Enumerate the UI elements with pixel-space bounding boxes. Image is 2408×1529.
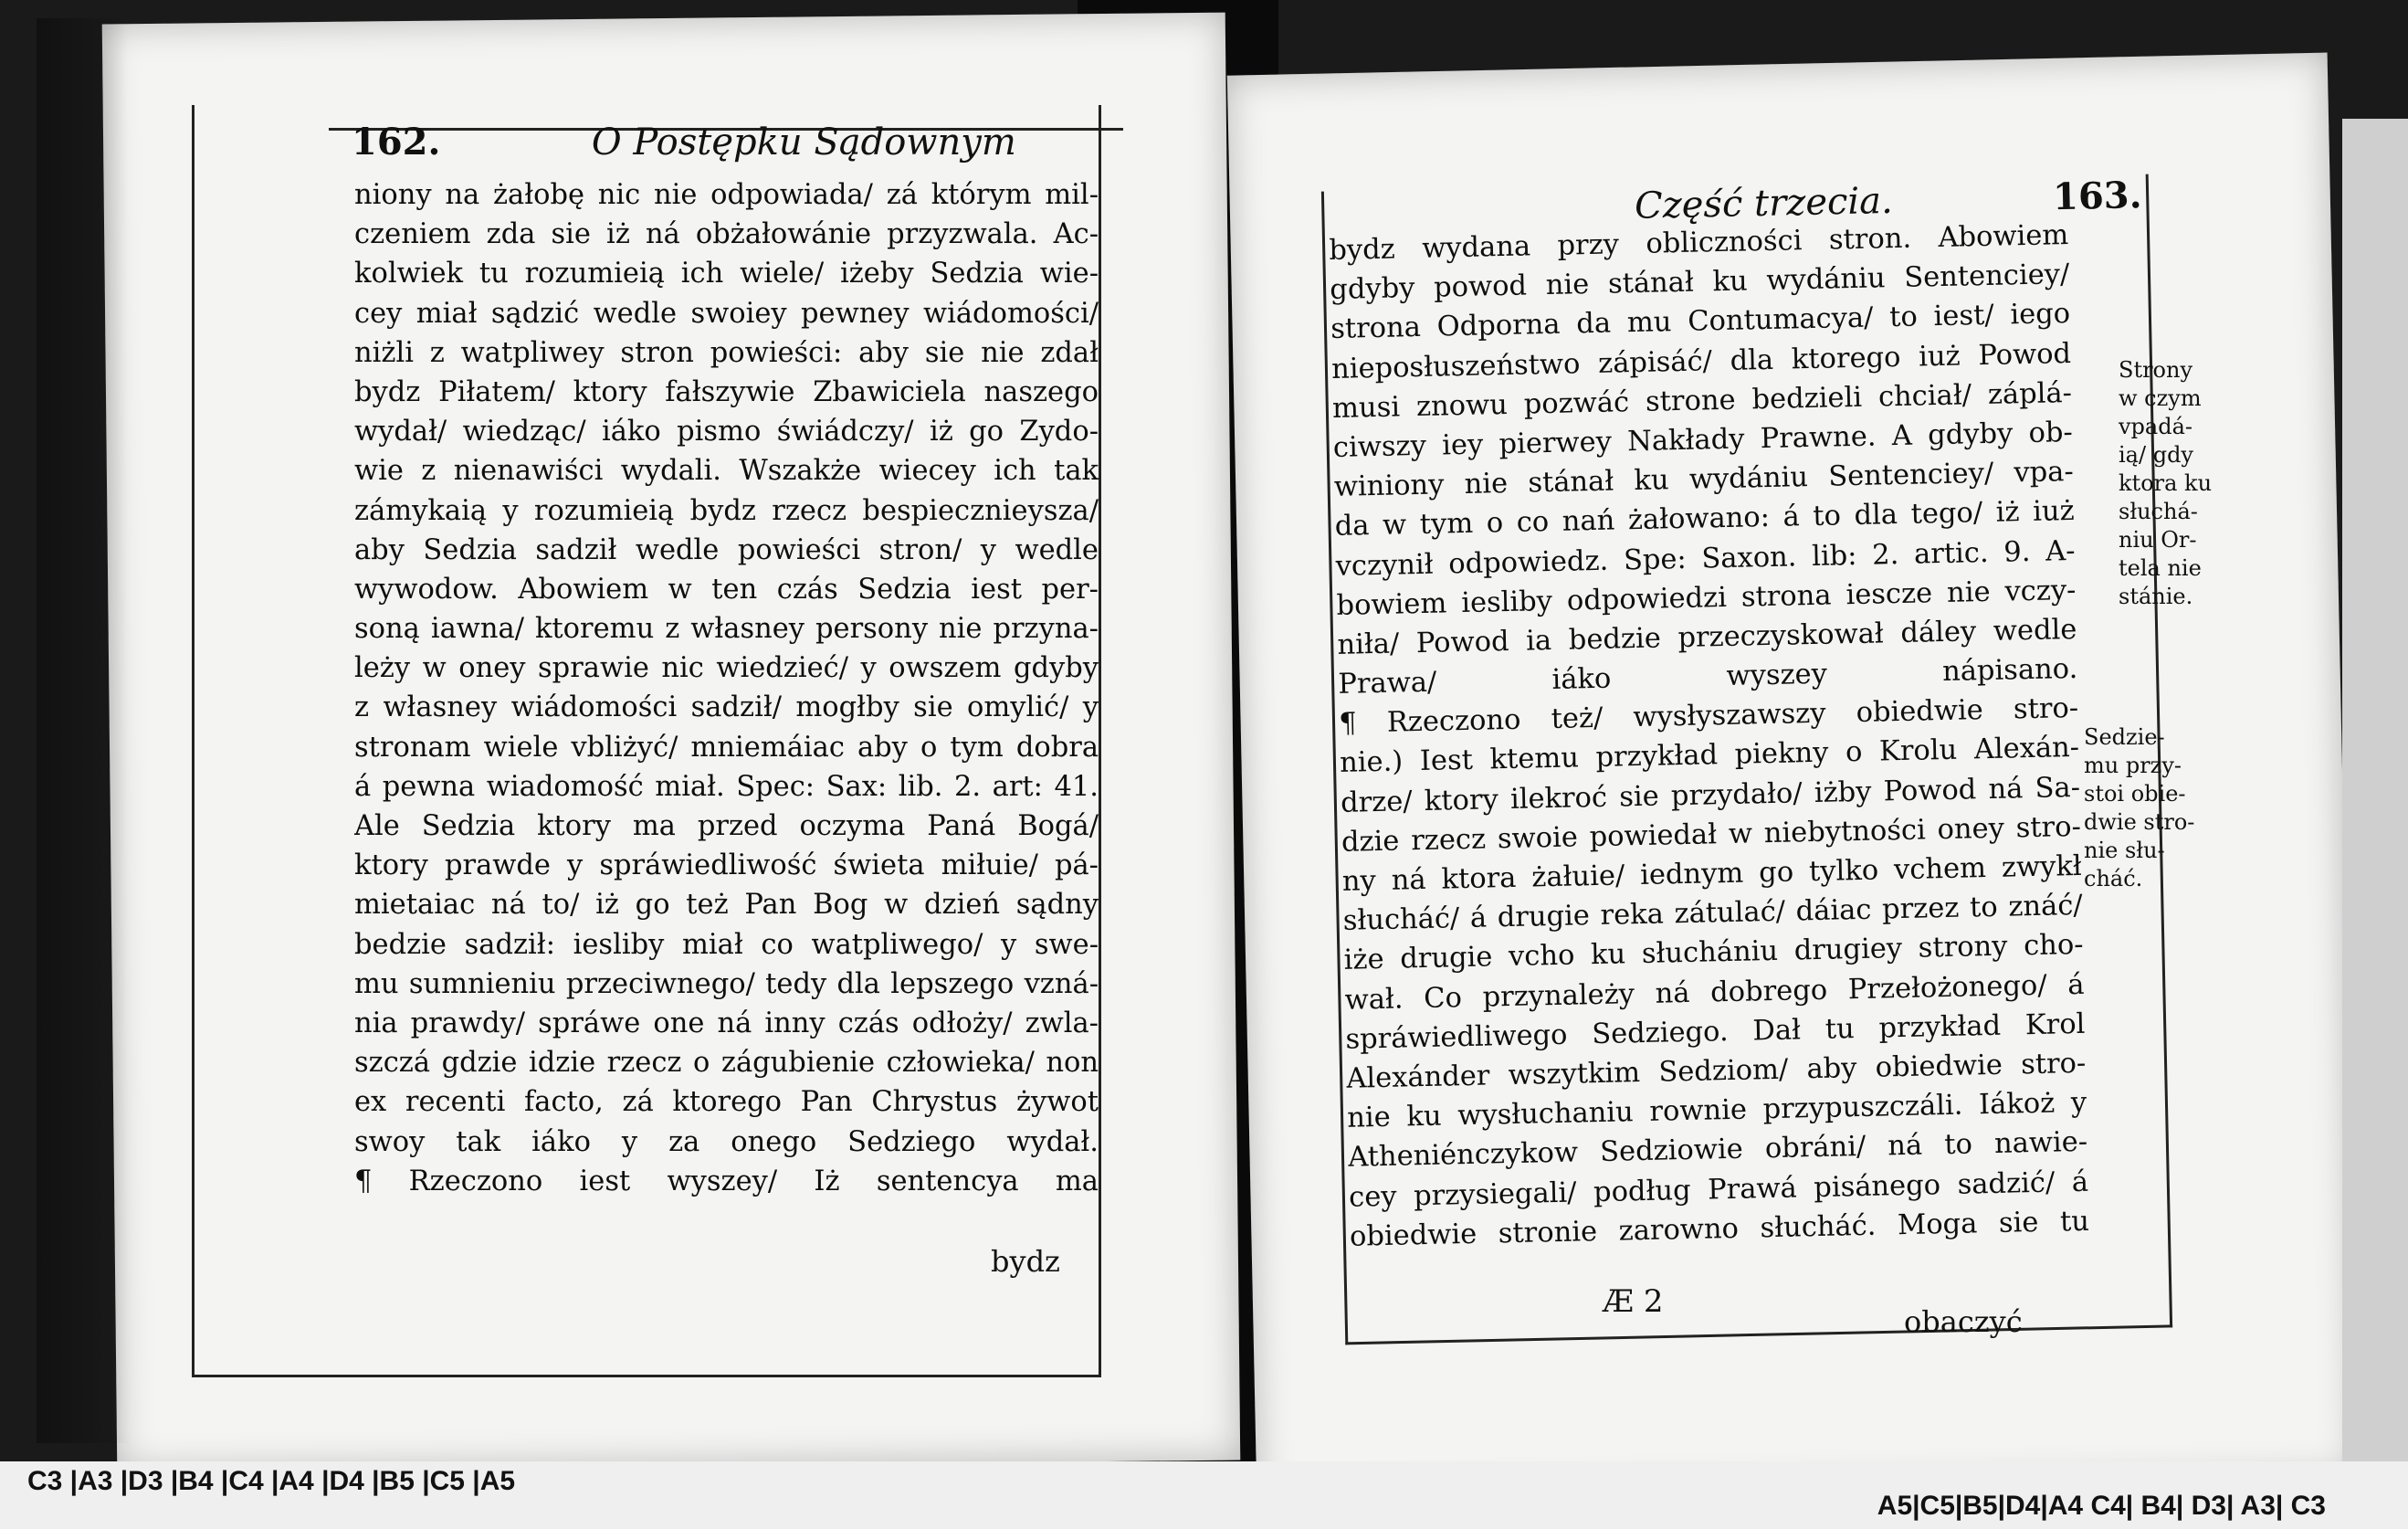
margin-note-line: Strony [2119,357,2193,383]
margin-note-line: stoi obie- [2084,781,2186,807]
text-line: kolwiek tu rozumieią ich wiele/ iżeby Sedzia wie- [354,258,1099,290]
left-running-head [352,121,1016,163]
text-line: swoy tak iáko y za onego Sedziego wydał. [354,1125,1099,1158]
text-line: bowiem iesliby odpowiedzi strona iescze nie vczy- [1336,574,2077,622]
margin-note-line: Sedzie- [2084,724,2165,750]
margin-note-line: mu przy- [2084,753,2182,778]
text-line: drze/ ktory ilekroć sie przydało/ iżby Powod ná Sa- [1340,771,2081,819]
left-page-edge-shade [37,18,128,1443]
text-line: ¶ Rzeczono iest wyszey/ Iż sentencya ma [354,1165,1099,1197]
left-page-number: 162. [352,121,441,163]
margin-note-line: ią/ gdy [2119,442,2193,468]
text-line: musi znowu pozwáć strone bedzieli chciał/ záplá- [1331,376,2073,425]
margin-note-line: tela nie [2119,555,2202,581]
text-line: wał. Co przynależy ná dobrego Przełożonego/ á [1344,968,2085,1017]
margin-note-line: stánie. [2119,584,2193,609]
text-line: niżli z watpliwey stron powieści: aby sie nie zdał [354,336,1099,369]
text-line: spráwiedliwego Sedziego. Dał tu przykład Krol [1345,1007,2086,1056]
text-line: z własney wiádomości sadził/ mogłby sie omylić/ y [354,691,1099,724]
right-running-head-title: Część trzecia. [1634,179,1894,227]
text-line: stronam wiele vbliżyć/ mniemáiac aby o tym dobra [354,731,1099,764]
right-signature-mark: Æ 2 [1603,1283,1664,1320]
text-line: ny ná ktora żałuie/ iednym go tylko vchem zwykł [1341,849,2083,898]
text-line: wie z nienawiści wydali. Wszakże wiecey ich tak [354,455,1099,488]
text-line: da w tym o co nań żałowano: á to dla tego/ iż iuż [1334,495,2075,543]
margin-note-line: dwie stro- [2084,809,2195,835]
text-line: ex recenti facto, zá ktorego Pan Chrystus żywot [354,1086,1099,1119]
text-line: leży w oney sprawie nic wiedzieć/ y owszem gdyby [354,652,1099,685]
text-line: winiony nie stánał ku wydániu Sentenciey/ vpa- [1333,456,2075,504]
text-line: niła/ Powod ia bedzie przeczyskował dáley wedle [1337,613,2077,661]
right-catchword: obaczyć [1904,1304,2023,1339]
text-line: niony na żałobę nic nie odpowiada/ zá którym mil- [354,179,1099,211]
text-line: vczynił odpowiedz. Spe: Saxon. lib: 2. artic. 9. A- [1335,534,2076,583]
text-line: wydał/ wiedząc/ iáko pismo świádczy/ iż go Zydo- [354,416,1099,448]
right-page-body [1329,216,2089,1257]
text-line: nie ku wysłuchaniu rownie przypuszczáli. Iákoż y [1346,1086,2087,1134]
margin-note-line: ktora ku [2119,470,2213,496]
text-line: bydz wydana przy obliczności stron. Abowiem [1329,219,2069,267]
text-line: mietaiac ná to/ iż go też Pan Bog w dzień sądny [354,889,1099,922]
margin-note-line: cháć. [2084,866,2143,891]
color-strip-left-labels: C3 |A3 |D3 |B4 |C4 |A4 |D4 |B5 |C5 |A5 [27,1466,516,1496]
margin-note-line: nie słu- [2084,838,2165,863]
left-catchword: bydz [991,1244,1060,1279]
margin-note-line: w czym [2119,385,2202,411]
left-running-head-title: O Postępku Sądownym [591,121,1016,163]
text-line: bedzie sadził: iesliby miał co watpliwego/ y swe- [354,928,1099,961]
text-line: cey przysiegali/ podług Prawá pisánego sadzić/ á [1348,1165,2089,1214]
text-line: ¶ Rzeczono też/ wysłyszawszy obiedwie stro- [1338,692,2079,741]
text-line: Atheniénczykow Sedziowie obráni/ ná to nawie- [1347,1126,2088,1175]
color-strip-right-labels: A5|C5|B5|D4|A4 C4| B4| D3| A3| C3 [1877,1491,2326,1521]
text-line: bydz Piłatem/ ktory fałszywie Zbawiciela naszego [354,375,1099,408]
text-line: dzie rzecz swoie powiedał w niebytności oney stro- [1341,810,2082,859]
text-line: zámykaią y rozumieią bydz rzecz bespiecznieysza/ [354,494,1099,527]
text-line: ciwszy iey pierwey Nakłady Prawne. A gdyby ob- [1332,416,2074,464]
text-line: nie.) Iest ktemu przykład piekny o Krolu Alexán- [1339,732,2080,780]
margin-note-line: vpadá- [2119,414,2193,439]
text-line: iże drugie vcho ku słuchániu drugiey strony cho- [1343,929,2084,977]
right-margin-note-2 [2084,723,2194,893]
text-line: soną iawna/ ktoremu z własney persony nie przyna- [354,613,1099,646]
right-page-edge [2342,119,2408,1461]
text-line: Ale Sedzia ktory ma przed oczyma Paná Bogá/ [354,810,1099,842]
left-page-body [354,175,1099,1201]
margin-note-line: niu Or- [2119,527,2197,553]
text-line: czeniem zda sie iż ná obżałowánie przyzwala. Ac- [354,218,1099,251]
text-line: mu sumnieniu przeciwnego/ tedy dla lepszego vzná- [354,967,1099,1000]
right-margin-note-1 [2119,356,2212,611]
text-line: gdyby powod nie stánał ku wydániu Sentenciey/ [1329,258,2070,307]
text-line: wywodow. Abowiem w ten czás Sedzia iest per- [354,573,1099,606]
text-line: cey miał sądzić wedle swoiey pewney wiádomości/ [354,297,1099,330]
text-line: á pewna wiadomość miał. Spec: Sax: lib. 2. art: 41. [354,770,1099,803]
text-line: obiedwie stronie zarowno słucháć. Moga sie tu [1349,1205,2090,1253]
margin-note-line: słuchá- [2119,499,2198,524]
text-line: szczá gdzie idzie rzecz o zágubienie człowieka/ non [354,1047,1099,1080]
text-line: nia prawdy/ spráwe one ná inny czás odłoży/ zwla- [354,1007,1099,1039]
text-line: Prawa/ iáko wyszey nápisano. [1338,652,2078,701]
right-page-number: 163. [2052,174,2142,219]
text-line: strona Odporna da mu Contumacya/ to iest/ iego [1330,298,2071,346]
text-line: Alexánder wszytkim Sedziom/ aby obiedwie stro- [1346,1047,2087,1095]
text-line: ktory prawde y spráwiedliwość świeta miłuie/ pá- [354,849,1099,882]
text-line: nieposłuszeństwo zápisáć/ dla ktorego iuż Powod [1330,337,2072,385]
text-line: aby Sedzia sadził wedle powieści stron/ y wedle [354,533,1099,566]
text-line: słucháć/ á drugie reka zátulać/ dáiac przez to znáć/ [1342,890,2084,938]
